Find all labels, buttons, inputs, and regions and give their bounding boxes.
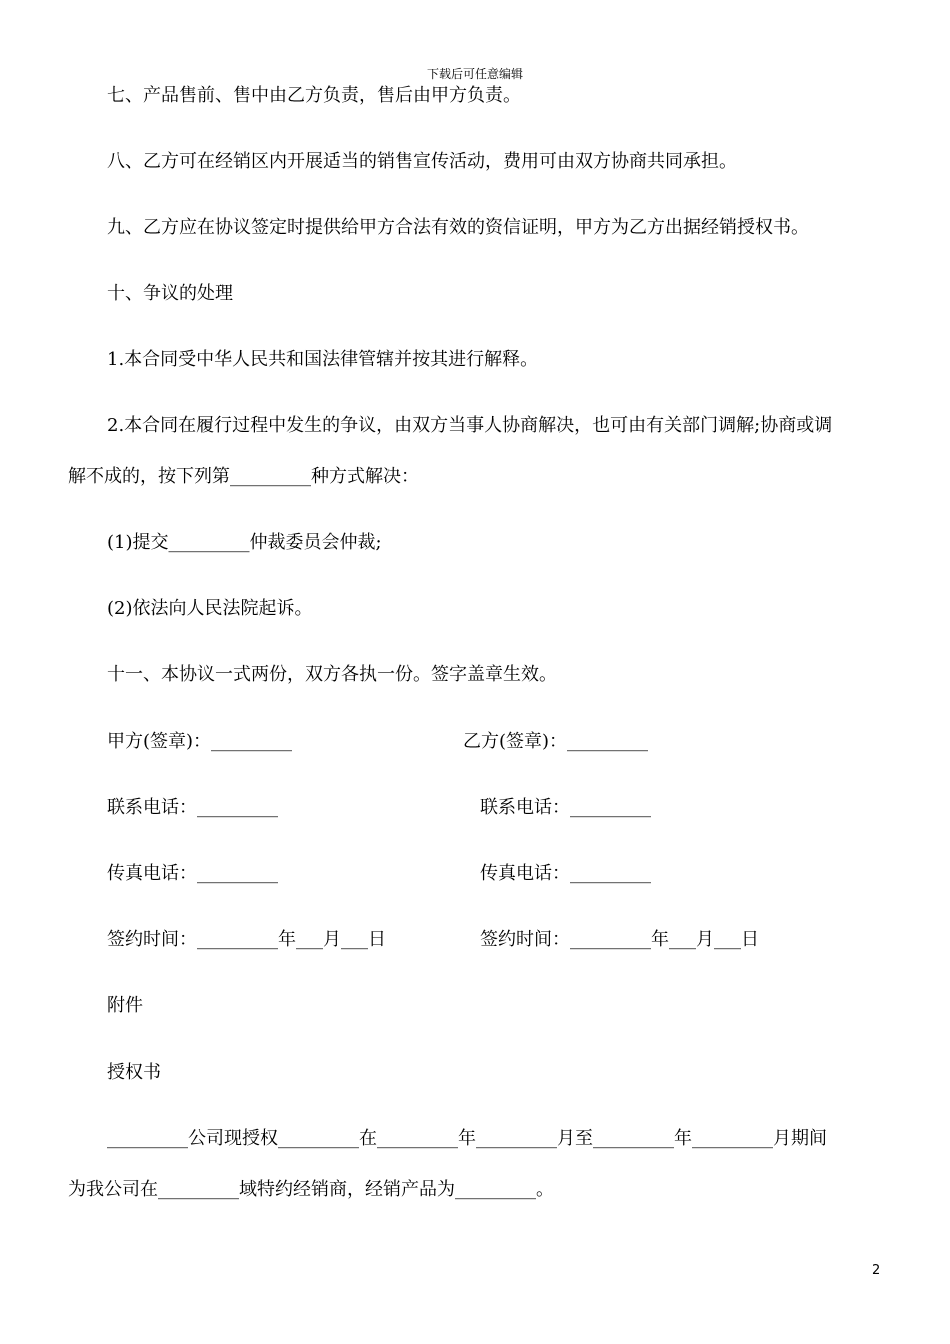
party-b-phone: 联系电话：_________: [480, 797, 651, 818]
page-header: 下载后可任意编辑: [426, 67, 523, 81]
clause-10-item-2-continued: 解不成的，按下列第_________种方式解决：: [68, 466, 419, 487]
party-b-fax: 传真电话：_________: [480, 863, 651, 884]
clause-10-item-1: 1.本合同受中华人民共和国法律管辖并按其进行解释。: [107, 349, 539, 370]
authorization-text: _________公司现授权_________在_________年_________月至_________年_________月期间: [107, 1128, 827, 1149]
clause-10-heading: 十、争议的处理: [107, 283, 233, 304]
party-b-signature: 乙方(签章)：_________: [463, 731, 649, 752]
dispute-option-1: (1)提交_________仲裁委员会仲裁;: [107, 532, 382, 553]
attachment-label: 附件: [107, 995, 143, 1016]
page-number: 2: [872, 1263, 881, 1278]
party-a-fax: 传真电话：_________: [107, 863, 278, 884]
dispute-option-2: (2)依法向人民法院起诉。: [107, 598, 313, 619]
clause-10-item-2: 2.本合同在履行过程中发生的争议，由双方当事人协商解决，也可由有关部门调解;协商或调: [107, 415, 833, 436]
clause-7: 七、产品售前、售中由乙方负责，售后由甲方负责。: [107, 85, 521, 106]
authorization-title: 授权书: [107, 1062, 161, 1083]
party-a-signature: 甲方(签章)：_________: [107, 731, 293, 752]
clause-8: 八、乙方可在经销区内开展适当的销售宣传活动，费用可由双方协商共同承担。: [107, 151, 737, 172]
party-b-sign-date: 签约时间：_________年___月___日: [480, 929, 759, 950]
party-a-sign-date: 签约时间：_________年___月___日: [107, 929, 386, 950]
authorization-text-continued: 为我公司在_________域特约经销商，经销产品为_________。: [68, 1179, 554, 1200]
clause-11: 十一、本协议一式两份，双方各执一份。签字盖章生效。: [107, 664, 557, 685]
party-a-phone: 联系电话：_________: [107, 797, 278, 818]
clause-9: 九、乙方应在协议签定时提供给甲方合法有效的资信证明，甲方为乙方出据经销授权书。: [107, 217, 809, 238]
